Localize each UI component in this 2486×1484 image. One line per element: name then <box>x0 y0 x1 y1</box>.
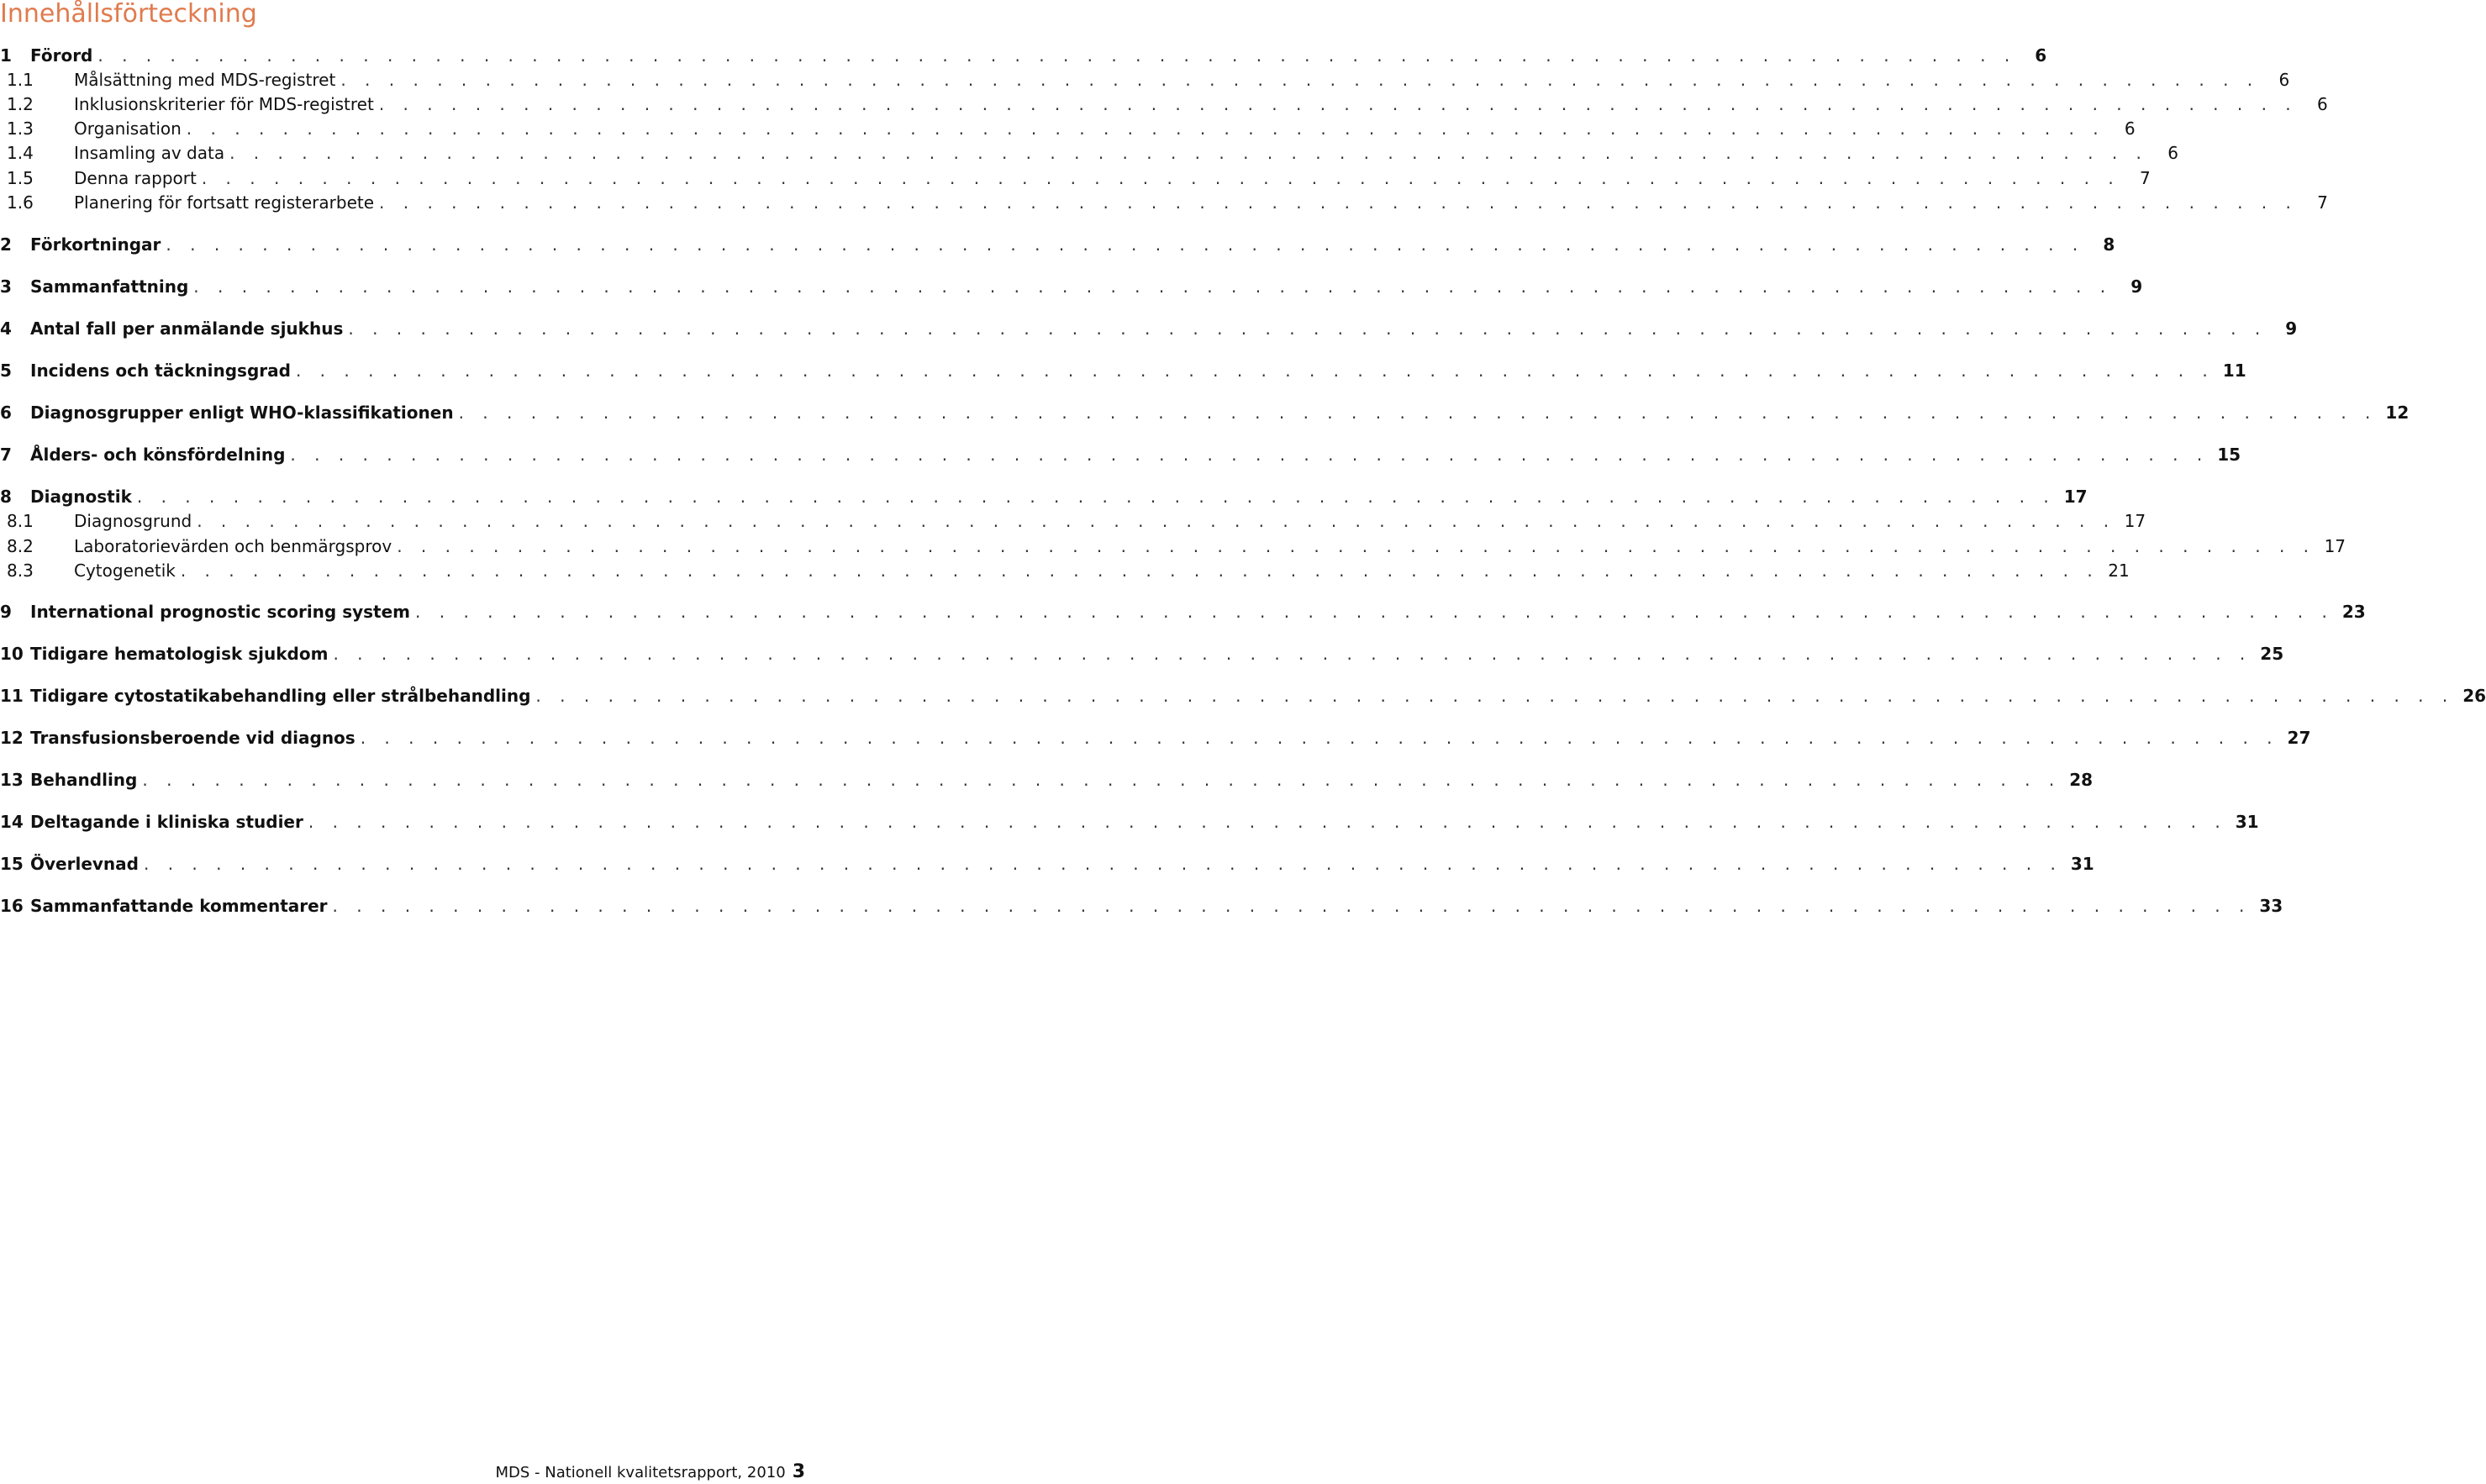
toc-chapter-entry[interactable] <box>0 401 2410 424</box>
toc-entry-title: Diagnosgrund <box>74 511 192 531</box>
toc-entry-number: 8.1 <box>7 511 34 531</box>
toc-entry-page-number: 21 <box>2108 560 2130 581</box>
toc-entry-number: 1.1 <box>7 70 34 90</box>
toc-entry-title: Insamling av data <box>74 143 225 163</box>
toc-entry-page-number: 11 <box>2222 360 2246 381</box>
toc-entry-page-number: 6 <box>2124 118 2136 139</box>
toc-dot-leader: . . . . . . . . . . . . . . . . . . . . . . . . . . . . . . . . . . . . . . . . . . . . . . . . . . . . . . . . . . . . . . . . . . . . . . . . . . . . . . . . <box>332 896 2252 916</box>
toc-entry-page-number: 33 <box>2259 896 2283 916</box>
toc-chapter-entry[interactable] <box>0 768 2094 792</box>
toc-entry-number: 1.3 <box>7 118 34 139</box>
toc-entry-page-number: 28 <box>2069 770 2094 790</box>
toc-entry-title: Laboratorievärden och benmärgsprov <box>74 536 392 556</box>
toc-entry-title: Diagnostik <box>30 487 132 507</box>
toc-entry-number: 2 <box>0 234 12 255</box>
toc-entry-page-number: 6 <box>2278 70 2290 90</box>
toc-dot-leader: . . . . . . . . . . . . . . . . . . . . . . . . . . . . . . . . . . . . . . . . . . . . . . . . . . . . . . . . . . . . . . . . . . . . . . . . . . . . . . . . <box>535 686 2455 706</box>
toc-entry-title: Cytogenetik <box>74 560 176 581</box>
toc-entry-title: Behandling <box>30 770 138 790</box>
toc-dot-leader: . . . . . . . . . . . . . . . . . . . . . . . . . . . . . . . . . . . . . . . . . . . . . . . . . . . . . . . . . . . . . . . . . . . . . . . . . . . . . . . . <box>201 168 2120 188</box>
toc-entry-title: Diagnosgrupper enligt WHO-klassifikationen <box>30 403 454 423</box>
toc-entry-number: 1 <box>0 45 12 66</box>
toc-entry-title: Transfusionsberoende vid diagnos <box>30 728 356 748</box>
toc-entry-title: Överlevnad <box>30 854 139 874</box>
toc-section-entry[interactable] <box>0 559 2130 582</box>
toc-dot-leader: . . . . . . . . . . . . . . . . . . . . . . . . . . . . . . . . . . . . . . . . . . . . . . . . . . . . . . . . . . . . . . . . . . . . . . . . . . . . . . . . <box>136 487 2056 507</box>
toc-entry-page-number: 6 <box>2035 45 2047 66</box>
toc-entry-page-number: 31 <box>2070 854 2094 874</box>
toc-entry-title: Förord <box>30 45 93 66</box>
toc-entry-title: Sammanfattande kommentarer <box>30 896 328 916</box>
toc-dot-leader: . . . . . . . . . . . . . . . . . . . . . . . . . . . . . . . . . . . . . . . . . . . . . . . . . . . . . . . . . . . . . . . . . . . . . . . . . . . . . . . . <box>229 143 2148 163</box>
toc-entry-title: Tidigare hematologisk sjukdom <box>30 644 329 664</box>
toc-dot-leader: . . . . . . . . . . . . . . . . . . . . . . . . . . . . . . . . . . . . . . . . . . . . . . . . . . . . . . . . . . . . . . . . . . . . . . . . . . . . . . . . <box>197 511 2116 531</box>
toc-entry-number: 10 <box>0 644 24 664</box>
toc-entry-page-number: 26 <box>2462 686 2486 706</box>
toc-entry-title: Ålders- och könsfördelning <box>30 445 286 465</box>
toc-entry-number: 8.3 <box>7 560 34 581</box>
toc-entry-number: 7 <box>0 445 12 465</box>
toc-entry-page-number: 27 <box>2287 728 2311 748</box>
toc-entry-title: Målsättning med MDS-registret <box>74 70 336 90</box>
toc-dot-leader: . . . . . . . . . . . . . . . . . . . . . . . . . . . . . . . . . . . . . . . . . . . . . . . . . . . . . . . . . . . . . . . . . . . . . . . . . . . . . . . . <box>166 234 2085 255</box>
toc-entry-title: Sammanfattning <box>30 276 189 297</box>
toc-chapter-entry[interactable] <box>0 642 2284 666</box>
toc-entry-page-number: 23 <box>2341 602 2366 622</box>
toc-entry-number: 1.6 <box>7 192 34 213</box>
toc-entry-page-number: 31 <box>2235 812 2259 832</box>
toc-entry-number: 1.4 <box>7 143 34 163</box>
toc-section-entry[interactable] <box>0 68 2290 92</box>
toc-entry-number: 9 <box>0 602 12 622</box>
toc-dot-leader: . . . . . . . . . . . . . . . . . . . . . . . . . . . . . . . . . . . . . . . . . . . . . . . . . . . . . . . . . . . . . . . . . . . . . . . . . . . . . . . . <box>180 560 2099 581</box>
toc-section-entry[interactable] <box>0 509 2146 533</box>
toc-chapter-entry[interactable] <box>0 443 2241 466</box>
toc-chapter-entry[interactable] <box>0 810 2259 834</box>
toc-chapter-entry[interactable] <box>0 726 2311 750</box>
toc-chapter-entry[interactable] <box>0 359 2246 382</box>
toc-section-entry[interactable] <box>0 141 2178 165</box>
toc-entry-number: 12 <box>0 728 24 748</box>
toc-entry-title: Inklusionskriterier för MDS-registret <box>74 94 374 114</box>
toc-dot-leader: . . . . . . . . . . . . . . . . . . . . . . . . . . . . . . . . . . . . . . . . . . . . . . . . . . . . . . . . . . . . . . . . . . . . . . . . . . . . . . . . <box>193 276 2113 297</box>
toc-entry-page-number: 17 <box>2124 511 2146 531</box>
toc-entry-page-number: 6 <box>2167 143 2178 163</box>
page-footer <box>495 1461 805 1483</box>
toc-entry-page-number: 17 <box>2063 487 2088 507</box>
toc-dot-leader: . . . . . . . . . . . . . . . . . . . . . . . . . . . . . . . . . . . . . . . . . . . . . . . . . . . . . . . . . . . . . . . . . . . . . . . . . . . . . . . . <box>458 403 2378 423</box>
toc-entry-number: 14 <box>0 812 24 832</box>
toc-entry-title: Förkortningar <box>30 234 161 255</box>
toc-dot-leader: . . . . . . . . . . . . . . . . . . . . . . . . . . . . . . . . . . . . . . . . . . . . . . . . . . . . . . . . . . . . . . . . . . . . . . . . . . . . . . . . <box>360 728 2279 748</box>
toc-entry-number: 8 <box>0 487 12 507</box>
toc-entry-number: 1.5 <box>7 168 34 188</box>
toc-chapter-entry[interactable] <box>0 317 2298 340</box>
toc-dot-leader: . . . . . . . . . . . . . . . . . . . . . . . . . . . . . . . . . . . . . . . . . . . . . . . . . . . . . . . . . . . . . . . . . . . . . . . . . . . . . . . . <box>415 602 2334 622</box>
toc-chapter-entry[interactable] <box>0 600 2366 624</box>
toc-entry-title: Tidigare cytostatikabehandling eller strålbehandling <box>30 686 531 706</box>
toc-entry-page-number: 7 <box>2139 168 2151 188</box>
toc-chapter-entry[interactable] <box>0 894 2283 918</box>
toc-entry-number: 11 <box>0 686 24 706</box>
toc-dot-leader: . . . . . . . . . . . . . . . . . . . . . . . . . . . . . . . . . . . . . . . . . . . . . . . . . . . . . . . . . . . . . . . . . . . . . . . . . . . . . . . . <box>290 445 2209 465</box>
toc-entry-page-number: 7 <box>2317 192 2328 213</box>
toc-chapter-entry[interactable] <box>0 852 2094 876</box>
toc-entry-number: 6 <box>0 403 12 423</box>
toc-entry-title: International prognostic scoring system <box>30 602 411 622</box>
footer-text: MDS - Nationell kvalitetsrapport, 2010 <box>495 1464 786 1481</box>
toc-entry-page-number: 8 <box>2103 234 2115 255</box>
toc-chapter-entry[interactable] <box>0 233 2115 256</box>
toc-entry-page-number: 25 <box>2260 644 2284 664</box>
toc-entry-number: 8.2 <box>7 536 34 556</box>
toc-section-entry[interactable] <box>0 191 2328 214</box>
toc-entry-number: 3 <box>0 276 12 297</box>
toc-dot-leader: . . . . . . . . . . . . . . . . . . . . . . . . . . . . . . . . . . . . . . . . . . . . . . . . . . . . . . . . . . . . . . . . . . . . . . . . . . . . . . . . <box>379 192 2298 213</box>
toc-entry-title: Incidens och täckningsgrad <box>30 360 291 381</box>
toc-entry-title: Planering för fortsatt registerarbete <box>74 192 375 213</box>
toc-entry-title: Denna rapport <box>74 168 197 188</box>
toc-chapter-entry[interactable] <box>0 44 2047 67</box>
toc-entry-page-number: 6 <box>2316 94 2328 114</box>
toc-dot-leader: . . . . . . . . . . . . . . . . . . . . . . . . . . . . . . . . . . . . . . . . . . . . . . . . . . . . . . . . . . . . . . . . . . . . . . . . . . . . . . . . <box>378 94 2298 114</box>
toc-section-entry[interactable] <box>0 166 2151 190</box>
toc-section-entry[interactable] <box>0 117 2136 140</box>
toc-entry-title: Deltagande i kliniska studier <box>30 812 303 832</box>
toc-entry-title: Organisation <box>74 118 182 139</box>
page-title: Innehållsförteckning <box>0 0 257 29</box>
toc-entry-number: 5 <box>0 360 12 381</box>
toc-dot-leader: . . . . . . . . . . . . . . . . . . . . . . . . . . . . . . . . . . . . . . . . . . . . . . . . . . . . . . . . . . . . . . . . . . . . . . . . . . . . . . . . <box>340 70 2260 90</box>
toc-dot-leader: . . . . . . . . . . . . . . . . . . . . . . . . . . . . . . . . . . . . . . . . . . . . . . . . . . . . . . . . . . . . . . . . . . . . . . . . . . . . . . . . <box>142 770 2062 790</box>
toc-dot-leader: . . . . . . . . . . . . . . . . . . . . . . . . . . . . . . . . . . . . . . . . . . . . . . . . . . . . . . . . . . . . . . . . . . . . . . . . . . . . . . . . <box>348 318 2267 339</box>
toc-entry-page-number: 15 <box>2217 445 2241 465</box>
toc-entry-title: Antal fall per anmälande sjukhus <box>30 318 344 339</box>
toc-section-entry[interactable] <box>0 534 2346 558</box>
toc-entry-page-number: 9 <box>2285 318 2298 339</box>
toc-dot-leader: . . . . . . . . . . . . . . . . . . . . . . . . . . . . . . . . . . . . . . . . . . . . . . . . . . . . . . . . . . . . . . . . . . . . . . . . . . . . . . . . <box>333 644 2252 664</box>
toc-dot-leader: . . . . . . . . . . . . . . . . . . . . . . . . . . . . . . . . . . . . . . . . . . . . . . . . . . . . . . . . . . . . . . . . . . . . . . . . . . . . . . . . <box>97 45 2017 66</box>
toc-entry-number: 1.2 <box>7 94 34 114</box>
toc-chapter-entry[interactable] <box>0 275 2143 298</box>
toc-entry-number: 16 <box>0 896 24 916</box>
toc-entry-number: 4 <box>0 318 12 339</box>
toc-entry-page-number: 9 <box>2130 276 2143 297</box>
footer-page-number: 3 <box>792 1461 805 1482</box>
toc-dot-leader: . . . . . . . . . . . . . . . . . . . . . . . . . . . . . . . . . . . . . . . . . . . . . . . . . . . . . . . . . . . . . . . . . . . . . . . . . . . . . . . . <box>295 360 2215 381</box>
toc-entry-number: 15 <box>0 854 24 874</box>
toc-entry-page-number: 17 <box>2324 536 2346 556</box>
toc-chapter-entry[interactable] <box>0 485 2088 508</box>
toc-dot-leader: . . . . . . . . . . . . . . . . . . . . . . . . . . . . . . . . . . . . . . . . . . . . . . . . . . . . . . . . . . . . . . . . . . . . . . . . . . . . . . . . <box>397 536 2316 556</box>
toc-section-entry[interactable] <box>0 92 2328 116</box>
toc-chapter-entry[interactable] <box>0 684 2486 708</box>
toc-dot-leader: . . . . . . . . . . . . . . . . . . . . . . . . . . . . . . . . . . . . . . . . . . . . . . . . . . . . . . . . . . . . . . . . . . . . . . . . . . . . . . . . <box>143 854 2062 874</box>
toc-dot-leader: . . . . . . . . . . . . . . . . . . . . . . . . . . . . . . . . . . . . . . . . . . . . . . . . . . . . . . . . . . . . . . . . . . . . . . . . . . . . . . . . <box>186 118 2105 139</box>
toc-entry-number: 13 <box>0 770 24 790</box>
toc-dot-leader: . . . . . . . . . . . . . . . . . . . . . . . . . . . . . . . . . . . . . . . . . . . . . . . . . . . . . . . . . . . . . . . . . . . . . . . . . . . . . . . . <box>308 812 2227 832</box>
toc-entry-page-number: 12 <box>2385 403 2410 423</box>
